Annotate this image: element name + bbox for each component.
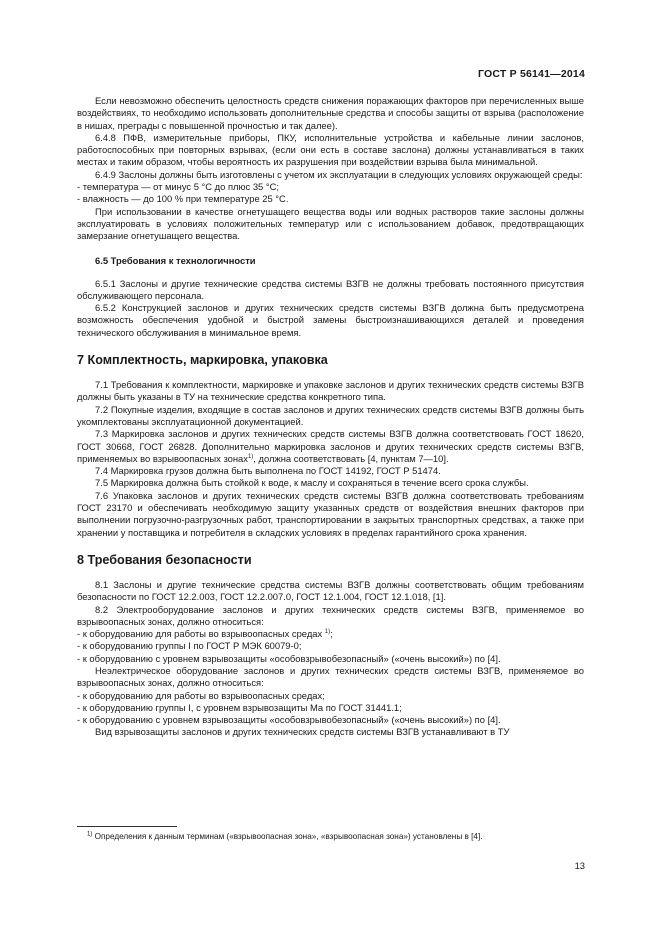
list-item: - к оборудованию группы I, с уровнем взрывозащиты Ма по ГОСТ 31441.1; <box>77 701 402 713</box>
paragraph: 6.5.1 Заслоны и другие технические средства системы ВЗГВ не должны требовать постоянного присутствия обслуживающего персонала. <box>77 277 584 301</box>
list-item: - к оборудованию группы I по ГОСТ Р МЭК 60079-0; <box>77 640 302 652</box>
page-body <box>77 95 584 739</box>
page-number: 13 <box>574 860 585 871</box>
list-item: - температура — от минус 5 °С до плюс 35 °С; <box>77 181 279 193</box>
section-heading: 8 Требования безопасности <box>77 552 252 567</box>
section-heading: 7 Комплектность, маркировка, упаковка <box>77 353 328 368</box>
list-item: - к оборудованию с уровнем взрывозащиты «особовзрывобезопасный» («очень высокий») по [4]. <box>77 652 501 664</box>
paragraph: 7.6 Упаковка заслонов и других технических средств системы ВЗГВ должна соответствовать требованиям ГОСТ 23170 и обеспечивать необходимую защиту указанных средств от воздействия внешних факторов при выполнении погрузочно-разгрузочных работ, транспортировании в закрытых транспортных средствах, а также при хранении у поставщика и потребителя в складских условиях в пределах гарантийного срока хранения. <box>77 489 584 538</box>
paragraph: При использовании в качестве огнетушащего вещества воды или водных растворов такие заслоны должны эксплуатировать в условиях положительных температур или с использованием добавок, предотвращающих замерзание огнетушащего вещества. <box>77 205 584 242</box>
paragraph: Если невозможно обеспечить целостность средств снижения поражающих факторов при перечисленных выше воздействиях, то необходимо использовать дополнительные средства и способы защиты от взрыва (расположение в нишах, преграды с повышенной прочностью и так далее). <box>77 95 584 131</box>
list-item: - к оборудованию для работы во взрывоопасных средах; <box>77 689 325 701</box>
paragraph-text: , должна соответствовать [4, пунктам 7—10]. <box>253 452 449 464</box>
list-item: - влажность — до 100 % при температуре 25 °С. <box>77 193 289 205</box>
footnote-marker: 1) <box>87 831 93 838</box>
paragraph: 7.5 Маркировка должна быть стойкой к воде, к маслу и сохраняться в течение всего срока службы. <box>95 477 529 489</box>
document-header-id: ГОСТ Р 56141—2014 <box>477 68 585 80</box>
list-item-text: ; <box>330 628 333 640</box>
paragraph <box>77 428 584 465</box>
paragraph: 8.1 Заслоны и другие технические средства системы ВЗГВ должны соответствовать общим требованиям безопасности по ГОСТ 12.2.003, ГОСТ 12.2.007.0, ГОСТ 12.1.004, ГОСТ 12.1.018, [1]. <box>77 578 584 603</box>
paragraph: 7.1 Требования к комплектности, маркировке и упаковке заслонов и других технических средств системы ВЗГВ должны быть указаны в ТУ на технические средства конкретного типа. <box>77 379 584 403</box>
footnote <box>77 832 597 842</box>
paragraph: 7.2 Покупные изделия, входящие в состав заслонов и других технических средств системы ВЗГВ должны быть укомплектованы эксплуатационной документацией. <box>77 403 584 427</box>
paragraph: Неэлектрическое оборудование заслонов и других технических средств системы ВЗГВ, применяемое во взрывоопасных зонах, должно относиться: <box>77 664 584 689</box>
footnote-ref: 1) <box>324 628 331 635</box>
paragraph: Вид взрывозащиты заслонов и других технических средств системы ВЗГВ устанавливают в ТУ <box>95 726 510 738</box>
list-item-text: - к оборудованию для работы во взрывоопасных средах <box>77 628 325 640</box>
footnote-ref: 1) <box>247 453 254 460</box>
paragraph: 6.4.8 ПФВ, измерительные приборы, ПКУ, исполнительные устройства и кабельные линии заслонов, работоспособных при повторных взрывах, (если они есть в составе заслона) должны устанавливаться в таких местах и таким образом, чтобы вероятность их разрушения при воздействии взрыва была минимальной. <box>77 131 584 168</box>
footnote-text: Определения к данным терминам («взрывоопасная зона», «взрывоопасная зона») установлены в [4]. <box>92 832 483 841</box>
paragraph: 6.5.2 Конструкцией заслонов и других технических средств системы ВЗГВ должна быть предусмотрена возможность обеспечения удобной и быстрой замены быстроизнашивающихся деталей и проведения технического обслуживания в минимальное время. <box>77 302 584 338</box>
paragraph: 8.2 Электрооборудование заслонов и других технических средств системы ВЗГВ, применяемое во взрывоопасных зонах, должно относиться: <box>77 603 584 627</box>
footnote-divider <box>77 826 177 827</box>
list-item: - к оборудованию с уровнем взрывозащиты «особовзрывобезопасный» («очень высокий») по [4]. <box>77 714 501 726</box>
paragraph-text: 7.3 Маркировка заслонов и других технических средств системы ВЗГВ должна соответствовать ГОСТ 18620, ГОСТ 30668, ГОСТ 26828. Дополнительно маркировка заслонов и других технических средств системы ВЗГВ, применяемых во взрывоопасных зонах <box>77 428 584 464</box>
paragraph: 6.4.9 Заслоны должны быть изготовлены с учетом их эксплуатации в следующих условиях окружающей среды: <box>95 168 583 180</box>
subsection-heading: 6.5 Требования к технологичности <box>95 254 256 266</box>
paragraph: 7.4 Маркировка грузов должна быть выполнена по ГОСТ 14192, ГОСТ Р 51474. <box>95 465 441 477</box>
list-item <box>77 628 584 640</box>
